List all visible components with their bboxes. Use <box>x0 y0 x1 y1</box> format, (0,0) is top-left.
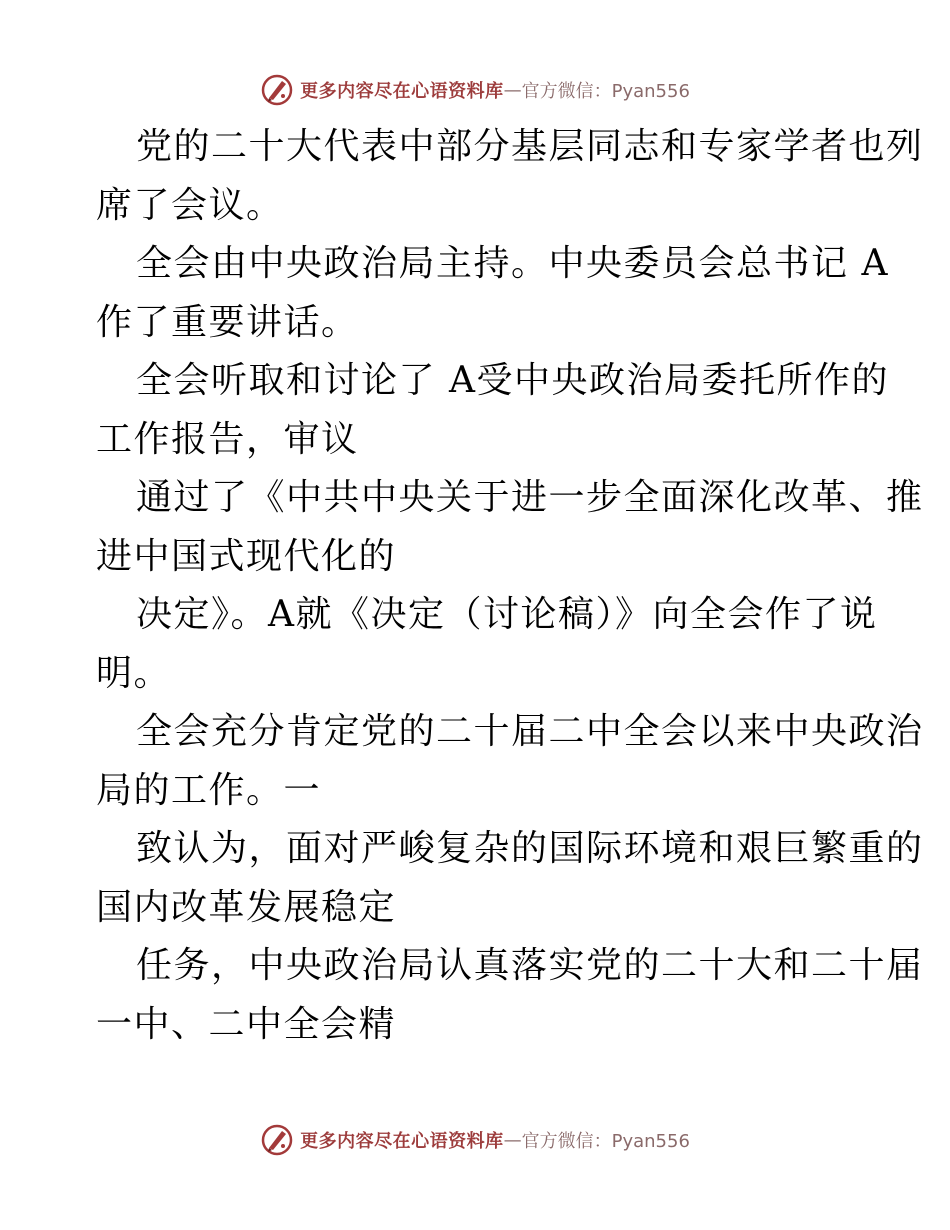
header-banner-title: 更多内容尽在心语资料库 <box>300 81 504 102</box>
footer-banner-wechat: 官方微信：Pyan556 <box>521 1131 690 1152</box>
text-line: 决定》。A就《决定（讨论稿）》向全会作了说 <box>136 594 878 635</box>
quill-pen-logo-icon <box>260 73 294 107</box>
text-line: 通过了《中共中央关于进一步全面深化改革、推 <box>136 477 924 518</box>
text-line: 席了会议。 <box>96 184 284 226</box>
text-line: 一中、二中全会精 <box>96 1003 397 1045</box>
text-line: 党的二十大代表中部分基层同志和专家学者也列 <box>136 126 924 167</box>
text-line: 局的工作。一 <box>96 769 322 811</box>
text-line: 明。 <box>96 652 172 694</box>
text-line: 全会充分肯定党的二十届二中全会以来中央政治 <box>136 711 924 752</box>
text-line: 全会听取和讨论了 A受中央政治局委托所作的 <box>136 360 889 401</box>
footer-banner-title: 更多内容尽在心语资料库 <box>300 1131 504 1152</box>
document-body <box>96 118 924 1054</box>
header-banner-dash: — <box>503 79 522 101</box>
header-banner <box>0 70 950 110</box>
footer-banner <box>0 1120 950 1160</box>
header-banner-wechat: 官方微信：Pyan556 <box>521 81 690 102</box>
text-line: 工作报告，审议 <box>96 418 359 460</box>
text-line: 作了重要讲话。 <box>96 301 359 343</box>
text-line: 全会由中央政治局主持。中央委员会总书记 A <box>136 243 889 284</box>
text-line: 致认为，面对严峻复杂的国际环境和艰巨繁重的 <box>136 828 924 869</box>
text-line: 进中国式现代化的 <box>96 535 397 577</box>
text-line: 国内改革发展稳定 <box>96 886 397 928</box>
footer-banner-dash: — <box>503 1129 522 1151</box>
text-line: 任务，中央政治局认真落实党的二十大和二十届 <box>136 945 924 986</box>
quill-pen-logo-icon <box>260 1123 294 1157</box>
